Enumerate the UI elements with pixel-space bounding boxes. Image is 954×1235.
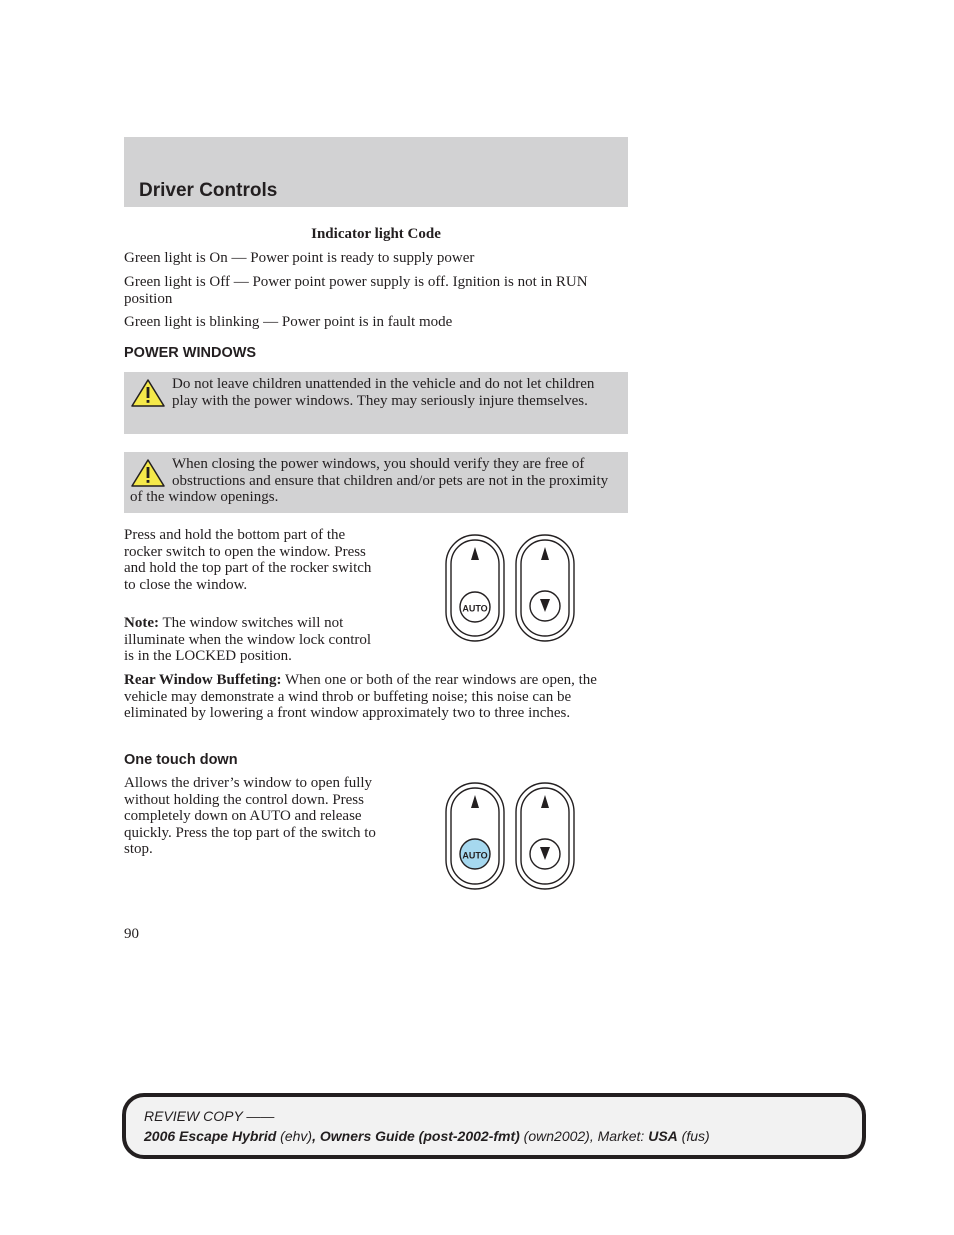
warning-text-obstructions: When closing the power windows, you should verify they are free of obstructions and ensure that children and/or pets are not in the proximity of the window openings.: [130, 456, 609, 505]
warning-triangle-icon: [130, 378, 166, 408]
warning-triangle-icon: [130, 458, 166, 488]
footer-guide: Owners Guide (post-2002-fmt): [319, 1128, 520, 1144]
auto-label: AUTO: [462, 850, 488, 861]
note-text: The window switches will not illuminate when the window lock control is in the LOCKED position.: [124, 615, 372, 664]
footer-model-code: (ehv): [276, 1128, 313, 1144]
rocker-switch-instructions: Press and hold the bottom part of the rocker switch to open the window. Press and hold the top part of the rocker switch to close the window.: [124, 527, 372, 593]
footer-sep2: , Market:: [589, 1128, 649, 1144]
warning-box-obstructions: [124, 452, 628, 513]
driver-window-switch: [446, 783, 504, 889]
one-touch-switch-illustration: [444, 781, 576, 891]
footer-model: 2006 Escape Hybrid: [144, 1128, 277, 1144]
rear-window-buffeting-paragraph: [124, 672, 630, 722]
page-number: 90: [124, 926, 139, 942]
note-paragraph: [124, 615, 376, 665]
indicator-line-off: Green light is Off — Power point power supply is off. Ignition is not in RUN position: [124, 274, 588, 307]
review-copy-footer: [122, 1093, 866, 1159]
passenger-window-switch: [516, 783, 574, 889]
power-windows-heading: POWER WINDOWS: [124, 345, 257, 361]
buffeting-label: Rear Window Buffeting:: [124, 672, 282, 688]
warning-box-children: [124, 372, 628, 434]
footer-market: USA: [648, 1128, 678, 1144]
document-identifier: [144, 1128, 710, 1144]
auto-label: AUTO: [462, 603, 488, 614]
window-switch-illustration: [444, 533, 576, 643]
indicator-line-blinking: Green light is blinking — Power point is in fault mode: [124, 314, 453, 330]
passenger-window-switch: [516, 535, 574, 641]
section-header: [124, 137, 628, 207]
driver-window-switch: [446, 535, 504, 641]
note-label: Note:: [124, 615, 159, 631]
one-touch-down-text: Allows the driver’s window to open fully without holding the control down. Press completely down on AUTO and release quickly. Press the top part of the switch to stop.: [124, 775, 376, 857]
warning-text-children: Do not leave children unattended in the vehicle and do not let children play with the power windows. They may seriously injure themselves.: [172, 376, 595, 409]
review-copy-label: REVIEW COPY ——: [144, 1108, 275, 1124]
footer-guide-code: (own2002): [519, 1128, 590, 1144]
section-title: Driver Controls: [139, 180, 278, 201]
indicator-line-on: Green light is On — Power point is ready to supply power: [124, 250, 475, 266]
indicator-title: Indicator light Code: [311, 226, 441, 242]
buffeting-text: When one or both of the rear windows are open, the vehicle may demonstrate a wind throb or buffeting noise; this noise can be eliminated by lowering a front window approximately two to three inches.: [124, 672, 597, 721]
one-touch-down-heading: One touch down: [124, 752, 238, 768]
footer-market-code: (fus): [677, 1128, 710, 1144]
footer-sep1: ,: [312, 1128, 320, 1144]
